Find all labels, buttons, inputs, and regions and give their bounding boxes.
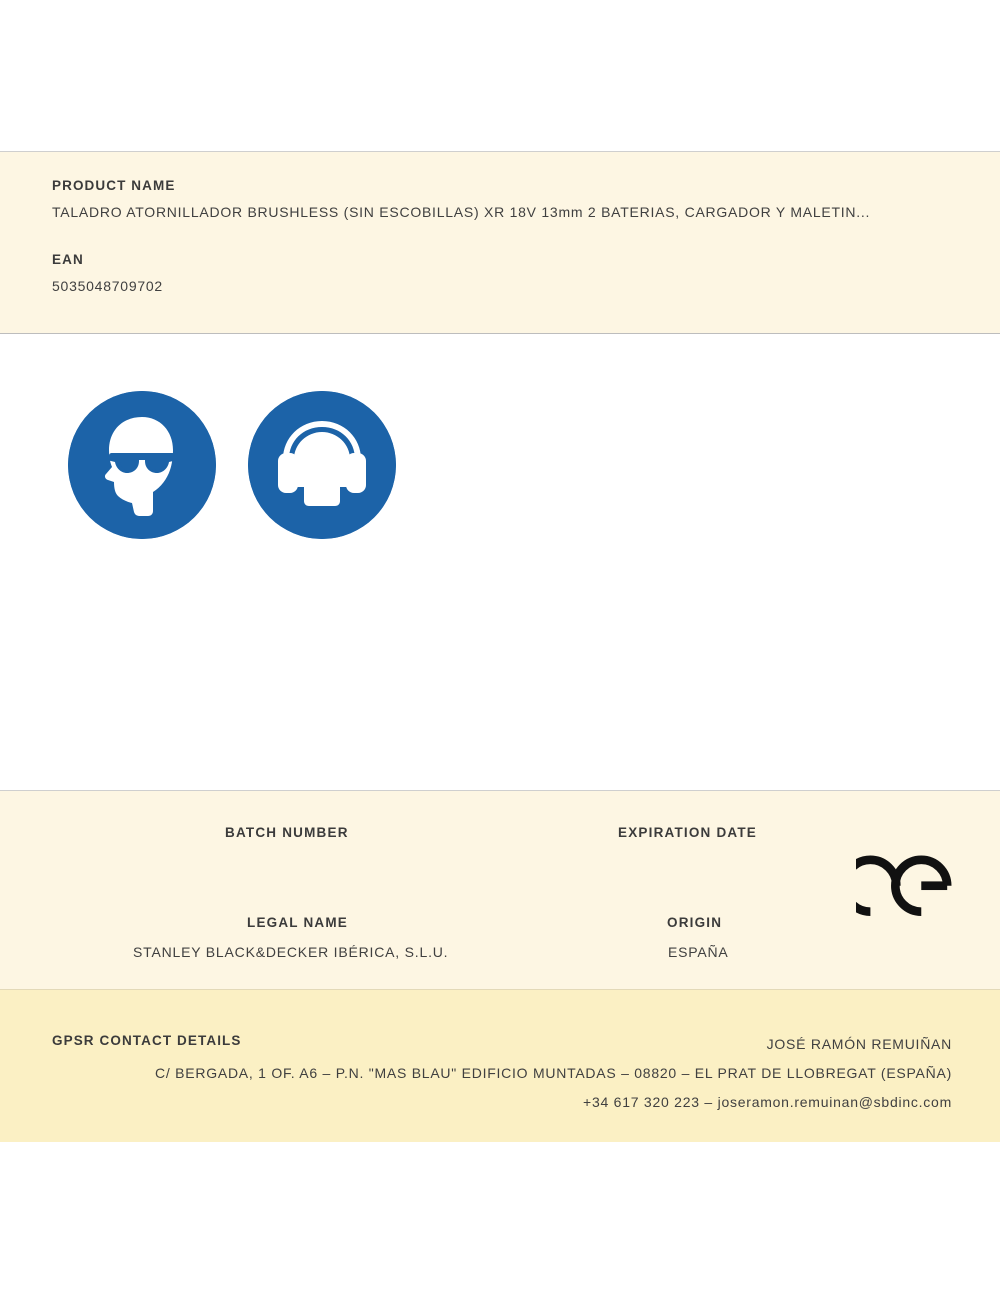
- product-name-value: TALADRO ATORNILLADOR BRUSHLESS (SIN ESCOBILLAS) XR 18V 13mm 2 BATERIAS, CARGADOR Y MALETIN...: [52, 204, 871, 220]
- ean-value: 5035048709702: [52, 278, 163, 294]
- pictogram-row: [68, 391, 396, 539]
- wear-ear-protection-icon: [248, 391, 396, 539]
- legal-name-value: STANLEY BLACK&DECKER IBÉRICA, S.L.U.: [133, 944, 449, 960]
- gpsr-contact-band: [0, 990, 1000, 1142]
- pictogram-area: [0, 334, 1000, 790]
- gpsr-contact-title: GPSR CONTACT DETAILS: [52, 1033, 242, 1048]
- expiration-date-label: EXPIRATION DATE: [618, 825, 758, 840]
- ean-field: [52, 252, 948, 294]
- batch-number-label: BATCH NUMBER: [225, 825, 349, 840]
- legal-name-label: LEGAL NAME: [247, 915, 349, 930]
- ean-label: EAN: [52, 252, 84, 267]
- batch-legal-band: [0, 790, 1000, 990]
- ce-mark-icon: [856, 855, 952, 917]
- gpsr-contact-details: [155, 1030, 952, 1117]
- wear-eye-protection-icon: [68, 391, 216, 539]
- origin-label: ORIGIN: [667, 915, 723, 930]
- bottom-white-margin: [0, 1142, 1000, 1300]
- product-name-field: [52, 178, 948, 220]
- origin-value: ESPAÑA: [668, 944, 729, 960]
- contact-address: C/ BERGADA, 1 OF. A6 – P.N. "MAS BLAU" EDIFICIO MUNTADAS – 08820 – EL PRAT DE LLOBREGAT (ESPAÑA): [155, 1065, 952, 1081]
- product-name-label: PRODUCT NAME: [52, 178, 176, 193]
- contact-person: JOSÉ RAMÓN REMUIÑAN: [766, 1036, 952, 1052]
- top-white-margin: [0, 0, 1000, 151]
- product-info-band: [0, 151, 1000, 334]
- contact-phone-email: +34 617 320 223 – joseramon.remuinan@sbdinc.com: [583, 1094, 952, 1110]
